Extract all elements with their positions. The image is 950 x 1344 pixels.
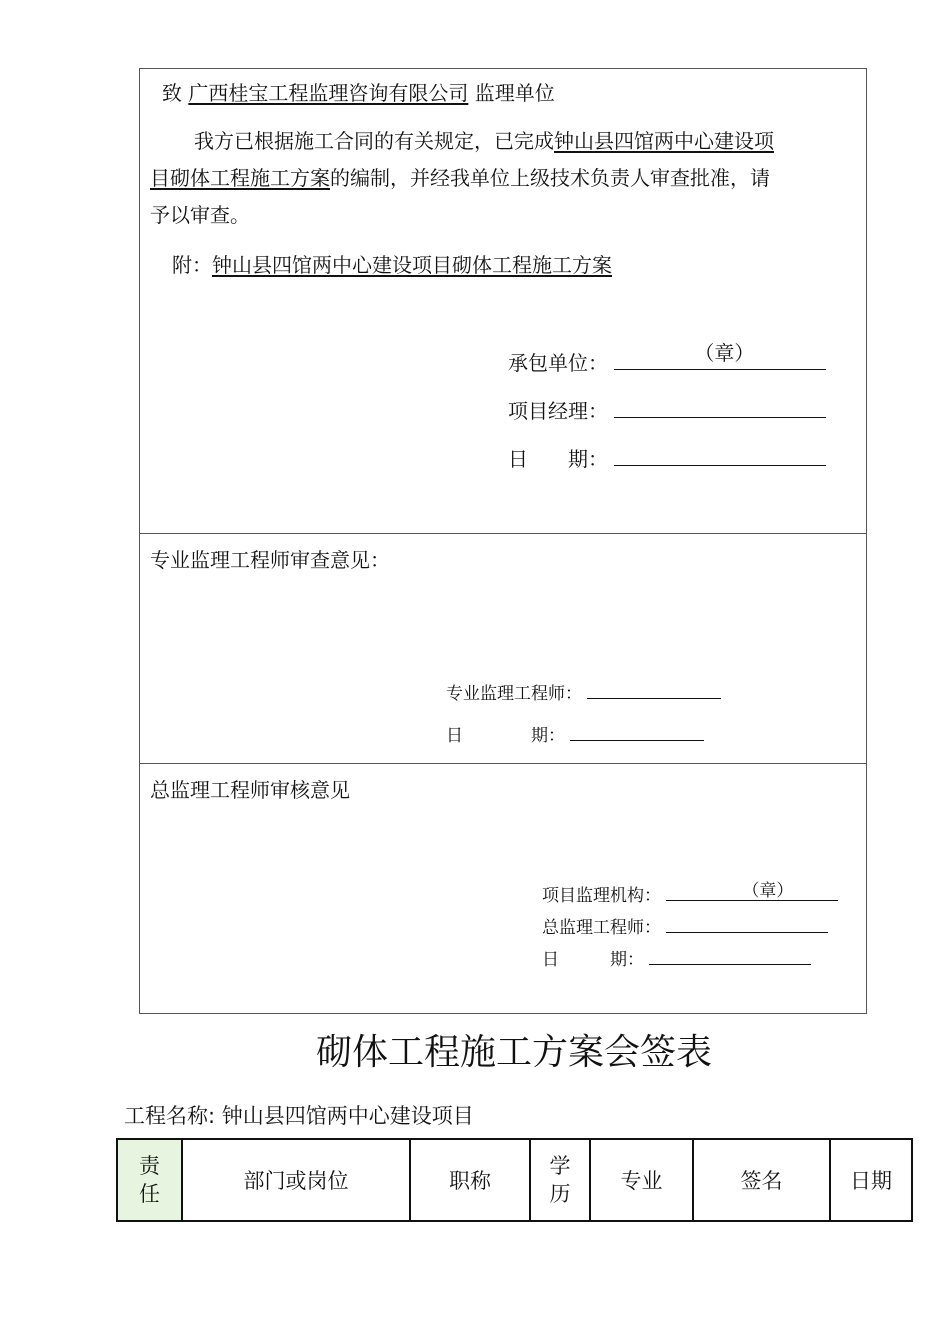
supervision-org-field[interactable] — [666, 880, 838, 901]
signoff-header-row — [117, 1139, 912, 1221]
contractor-seal: （章） — [694, 341, 755, 365]
pm-field[interactable] — [614, 391, 826, 418]
body-text-3: 予以审查。 — [150, 203, 250, 227]
submission-date-label: 日 期： — [508, 447, 608, 471]
specialist-engineer-label: 专业监理工程师： — [446, 684, 582, 704]
contractor-label: 承包单位： — [508, 351, 608, 375]
project-name-value: 钟山县四馆两中心建设项目 — [221, 1104, 474, 1128]
specialist-date-field[interactable] — [570, 720, 704, 741]
body-project-2: 目砌体工程施工方案 — [150, 166, 330, 190]
specialist-review-box — [139, 533, 867, 764]
pm-row — [508, 391, 826, 429]
specialist-engineer-row — [446, 678, 721, 704]
submission-date-row — [508, 439, 826, 477]
body-line-2 — [150, 160, 770, 196]
specialist-engineer-field[interactable] — [587, 678, 721, 699]
chief-engineer-row — [542, 912, 828, 938]
signoff-title: 砌体工程施工方案会签表 — [315, 1032, 712, 1073]
header-department: 部门或岗位 — [182, 1139, 410, 1221]
contractor-row — [508, 343, 826, 381]
header-responsibility: 责任 — [117, 1139, 182, 1221]
chief-date-row — [542, 944, 811, 970]
body-project-1: 钟山县四馆两中心建设项 — [554, 129, 774, 153]
attachment-value: 钟山县四馆两中心建设项目砌体工程施工方案 — [212, 253, 612, 277]
header-title: 职称 — [410, 1139, 530, 1221]
supervision-org-label: 项目监理机构： — [542, 886, 661, 906]
project-name-label: 工程名称: — [124, 1104, 216, 1128]
body-text-1: 我方已根据施工合同的有关规定，已完成 — [194, 129, 554, 153]
signoff-table — [116, 1138, 913, 1222]
chief-engineer-field[interactable] — [666, 912, 828, 933]
header-date: 日期 — [830, 1139, 912, 1221]
supervision-org-row — [542, 880, 838, 906]
attachment-line — [172, 247, 612, 283]
header-education: 学历 — [530, 1139, 590, 1221]
addressee-suffix: 监理单位 — [474, 81, 555, 105]
chief-date-label: 日 期： — [542, 950, 644, 970]
body-line-3 — [150, 197, 250, 233]
supervision-org-seal: （章） — [742, 881, 794, 901]
header-signature: 签名 — [693, 1139, 830, 1221]
specialist-date-row — [446, 720, 704, 746]
specialist-date-label: 日 期： — [446, 726, 565, 746]
pm-label: 项目经理： — [508, 399, 608, 423]
header-specialty: 专业 — [590, 1139, 693, 1221]
addressee-company: 广西桂宝工程监理咨询有限公司 — [188, 81, 469, 105]
specialist-heading: 专业监理工程师审查意见： — [150, 548, 390, 572]
addressee-prefix: 致 — [162, 81, 182, 105]
submission-box — [139, 68, 867, 534]
submission-date-field[interactable] — [614, 439, 826, 466]
body-text-2: 的编制，并经我单位上级技术负责人审查批准，请 — [330, 166, 770, 190]
project-name-line — [124, 1100, 474, 1130]
chief-heading: 总监理工程师审核意见 — [150, 778, 350, 802]
addressee-line — [162, 75, 555, 111]
chief-date-field[interactable] — [649, 944, 811, 965]
attachment-label: 附： — [172, 253, 212, 277]
chief-review-box — [139, 763, 867, 1014]
contractor-field[interactable] — [614, 343, 826, 370]
chief-engineer-label: 总监理工程师： — [542, 918, 661, 938]
body-line-1 — [194, 123, 774, 159]
